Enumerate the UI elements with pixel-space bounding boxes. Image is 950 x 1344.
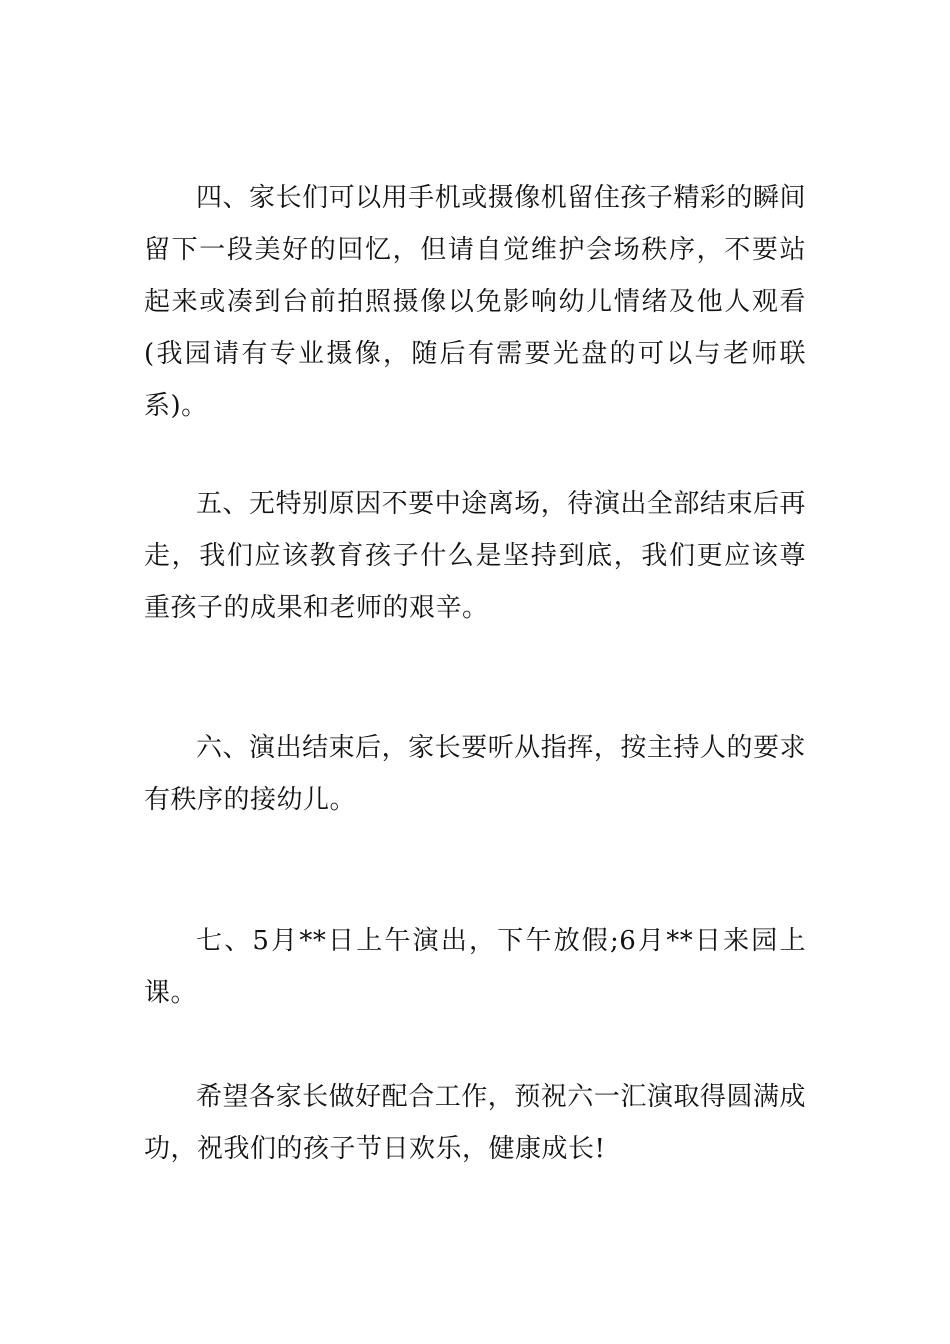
paragraph-item-6: 六、演出结束后，家长要听从指挥，按主持人的要求有秩序的接幼儿。	[144, 733, 806, 815]
paragraph-item-7: 七、5月**日上午演出，下午放假;6月**日来园上课。	[144, 926, 806, 1008]
paragraph-item-4: 四、家长们可以用手机或摄像机留住孩子精彩的瞬间留下一段美好的回忆，但请自觉维护会场秩序，不要站起来或凑到台前拍照摄像以免影响幼儿情绪及他人观看(我园请有专业摄像，随后有需要光盘的可以与老师联系)。	[144, 183, 806, 421]
closing-paragraph: 希望各家长做好配合工作，预祝六一汇演取得圆满成功，祝我们的孩子节日欢乐，健康成长!	[144, 1082, 806, 1164]
paragraph-item-5: 五、无特别原因不要中途离场，待演出全部结束后再走，我们应该教育孩子什么是坚持到底，我们更应该尊重孩子的成果和老师的艰辛。	[144, 489, 806, 623]
